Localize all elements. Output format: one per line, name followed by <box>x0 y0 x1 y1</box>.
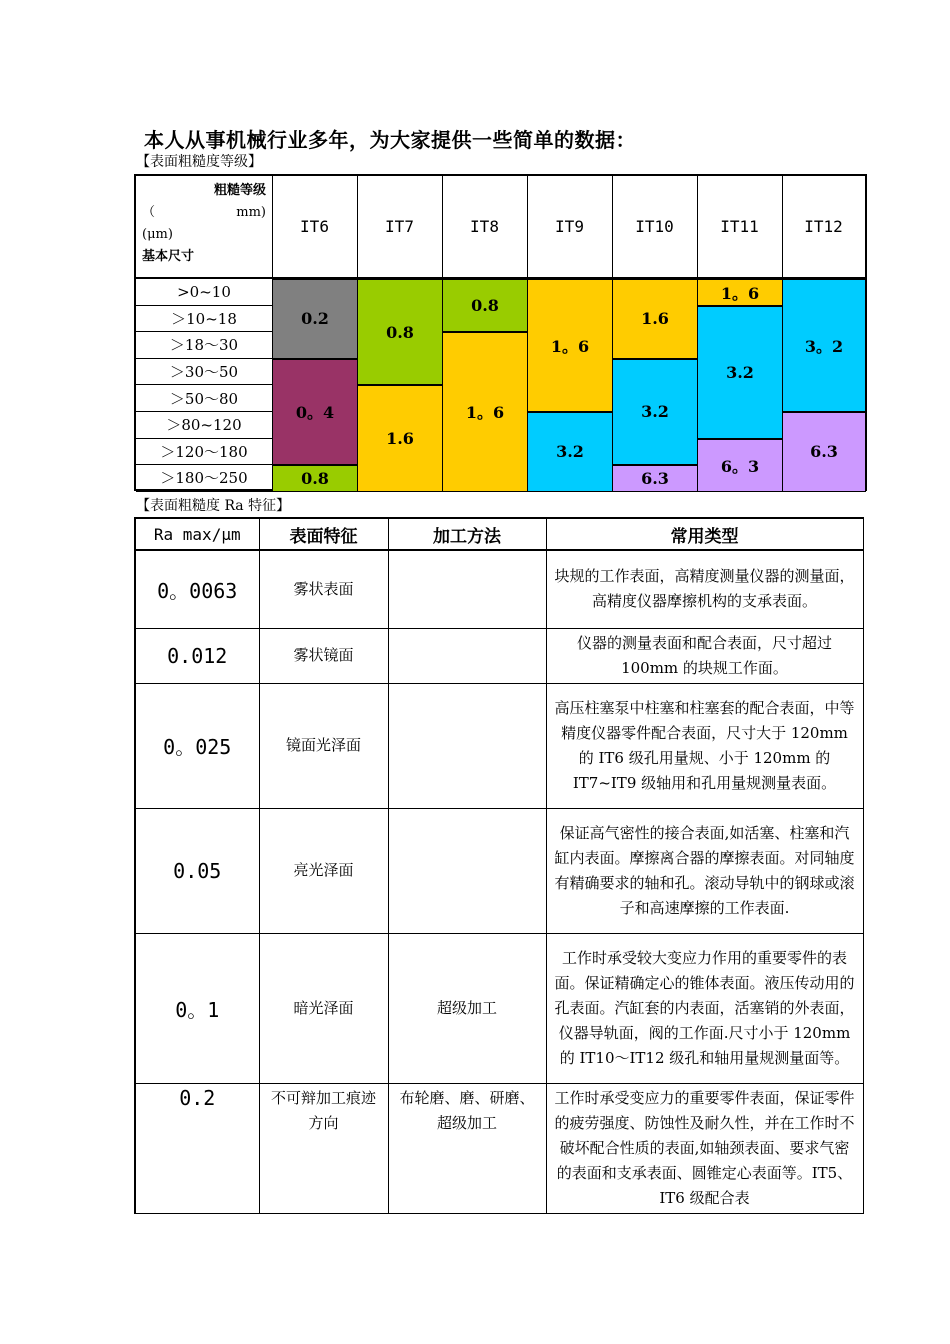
usage-type: 高压柱塞泵中柱塞和柱塞套的配合表面，中等精度仪器零件配合表面，尺寸大于 120mm 的 IT6 级孔用量规、小于 120mm 的 IT7~IT9 级轴用和孔用量规测量表面。 <box>546 683 863 808</box>
column-divider <box>697 176 698 279</box>
header-ra: Ra max/μm <box>135 518 259 550</box>
feature-table-caption: 【表面粗糙度 Ra 特征】 <box>136 498 291 514</box>
size-range-label: ＞18～30 <box>136 332 272 359</box>
feature-table-header <box>135 518 863 550</box>
roughness-grade-table <box>134 174 867 491</box>
ra-value: 0。1 <box>135 933 259 1083</box>
grade-cell: 1.6 <box>357 385 443 491</box>
column-header-it10: IT10 <box>635 217 674 236</box>
column-divider <box>442 176 443 279</box>
corner-header <box>142 180 266 268</box>
header-method: 加工方法 <box>388 518 546 550</box>
grade-cell: 6.3 <box>782 412 866 492</box>
usage-type: 工作时承受较大变应力作用的重要零件的表面。保证精确定心的锥体表面。液压传动用的孔表面。汽缸套的内表面，活塞销的外表面，仪器导轨面，阀的工作面.尺寸小于 120mm 的 IT10～IT12 级孔和轴用量规测量面等。 <box>546 933 863 1083</box>
grade-cell: 6.3 <box>612 465 698 492</box>
header-usage: 常用类型 <box>546 518 863 550</box>
table-row <box>135 683 863 808</box>
grade-cell: 0.2 <box>272 279 358 359</box>
grade-cell: 0.8 <box>272 465 358 492</box>
surface-feature: 不可辩加工痕迹方向 <box>259 1083 388 1213</box>
column-header-it7: IT7 <box>385 217 414 236</box>
surface-feature: 雾状表面 <box>259 550 388 628</box>
process-method <box>388 550 546 628</box>
corner-line2 <box>142 202 266 224</box>
column-divider <box>782 176 783 279</box>
surface-feature: 镜面光泽面 <box>259 683 388 808</box>
column-divider <box>527 176 528 279</box>
grade-cell: 3.2 <box>527 412 613 492</box>
ra-value: 0。025 <box>135 683 259 808</box>
grade-cell: 0.8 <box>442 279 528 332</box>
grade-cell: 1.6 <box>612 279 698 359</box>
corner-line2-left: （ <box>142 205 156 220</box>
surface-feature: 亮光泽面 <box>259 808 388 933</box>
table-row <box>135 628 863 683</box>
grade-cell: 1。6 <box>527 279 613 412</box>
column-divider <box>272 176 273 279</box>
column-header-it11: IT11 <box>720 217 759 236</box>
surface-feature: 暗光泽面 <box>259 933 388 1083</box>
process-method: 布轮磨、磨、研磨、超级加工 <box>388 1083 546 1213</box>
grade-cell: 1。6 <box>697 279 783 306</box>
size-range-label: ＞30～50 <box>136 359 272 386</box>
grade-cell: 3.2 <box>697 306 783 439</box>
table-row <box>135 808 863 933</box>
table-row <box>135 933 863 1083</box>
corner-line2-right: mm) <box>236 205 266 220</box>
size-range-label: ＞120～180 <box>136 439 272 466</box>
size-range-label: ＞10~18 <box>136 306 272 333</box>
grade-cell: 0.8 <box>357 279 443 385</box>
column-header-it12: IT12 <box>804 217 843 236</box>
column-divider <box>357 176 358 279</box>
size-range-label: ＞50～80 <box>136 385 272 412</box>
usage-type: 块规的工作表面，高精度测量仪器的测量面，高精度仪器摩擦机构的支承表面。 <box>546 550 863 628</box>
usage-type: 仪器的测量表面和配合表面，尺寸超过 100mm 的块规工作面。 <box>546 628 863 683</box>
header-feature: 表面特征 <box>259 518 388 550</box>
usage-type: 保证高气密性的接合表面,如活塞、柱塞和汽缸内表面。摩擦离合器的摩擦表面。对同轴度有精确要求的轴和孔。滚动导轨中的钢球或滚子和高速摩擦的工作表面. <box>546 808 863 933</box>
roughness-feature-table <box>134 517 864 1214</box>
table-row <box>135 1083 863 1213</box>
process-method <box>388 628 546 683</box>
ra-value: 0.2 <box>135 1083 259 1213</box>
grade-cell: 1。6 <box>442 332 528 492</box>
grade-cell: 6。3 <box>697 439 783 492</box>
usage-type: 工作时承受变应力的重要零件表面，保证零件的疲劳强度、防蚀性及耐久性，并在工作时不破坏配合性质的表面,如轴颈表面、要求气密的表面和支承表面、圆锥定心表面等。IT5、IT6 级配合表 <box>546 1083 863 1213</box>
column-header-it8: IT8 <box>470 217 499 236</box>
size-range-label: >0~10 <box>136 279 272 306</box>
process-method: 超级加工 <box>388 933 546 1083</box>
column-divider <box>612 176 613 279</box>
ra-value: 0.012 <box>135 628 259 683</box>
ra-value: 0。0063 <box>135 550 259 628</box>
size-range-label: ＞180～250 <box>136 465 272 492</box>
column-header-it9: IT9 <box>555 217 584 236</box>
grade-cell: 3.2 <box>612 359 698 465</box>
grade-table-caption: 【表面粗糙度等级】 <box>136 154 262 170</box>
table-row <box>135 550 863 628</box>
column-header-it6: IT6 <box>300 217 329 236</box>
grade-cell: 0。4 <box>272 359 358 465</box>
size-range-label: ＞80~120 <box>136 412 272 439</box>
corner-line3: (μm) <box>142 227 173 242</box>
process-method <box>388 683 546 808</box>
process-method <box>388 808 546 933</box>
ra-value: 0.05 <box>135 808 259 933</box>
grade-cell: 3。2 <box>782 279 866 412</box>
surface-feature: 雾状镜面 <box>259 628 388 683</box>
corner-line1: 粗糙等级 <box>213 183 266 198</box>
corner-line4: 基本尺寸 <box>142 249 195 264</box>
page-title: 本人从事机械行业多年，为大家提供一些简单的数据： <box>144 128 636 152</box>
